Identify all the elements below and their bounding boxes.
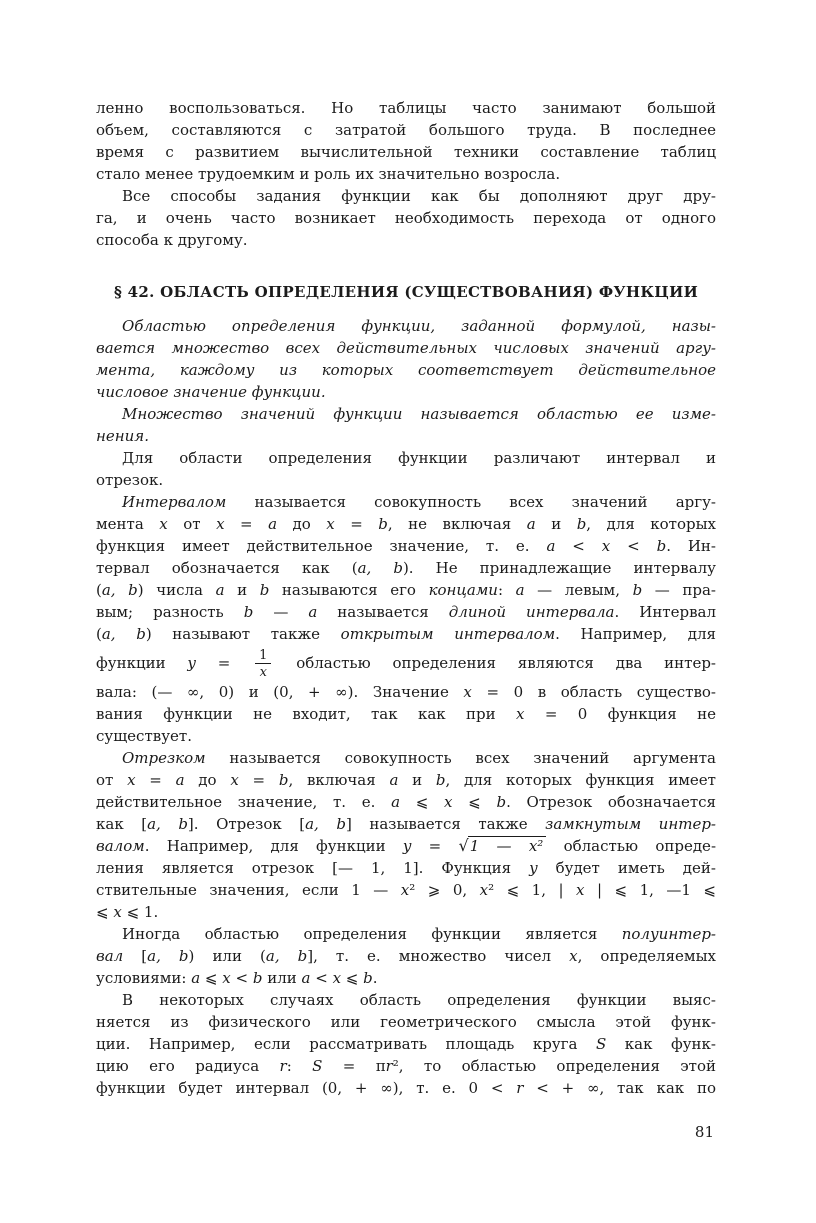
text-line	[96, 901, 716, 923]
text-run: <	[610, 537, 657, 555]
text-run: a, b	[101, 581, 138, 599]
text-run: = 0 в область существо-	[471, 683, 716, 701]
text-run: , для которых функция имеет	[445, 771, 716, 789]
text-run: S	[595, 1035, 607, 1053]
text-line	[96, 989, 716, 1011]
text-run: , определяемых	[577, 947, 716, 965]
text-run: (	[96, 625, 102, 643]
text-run: =	[334, 515, 379, 533]
text-line	[96, 813, 716, 835]
text-run: x	[127, 771, 136, 789]
text-run: ) или (	[188, 947, 266, 965]
text-line	[96, 557, 716, 579]
text-run: до	[184, 771, 231, 789]
text-run: . Отрезок обозначается	[506, 793, 716, 811]
text-run: ] называется также	[345, 815, 546, 833]
text-line	[96, 791, 716, 813]
text-run: :	[497, 581, 516, 599]
text-run: x	[463, 683, 472, 701]
text-line	[96, 337, 716, 359]
text-run: | ⩽ 1, —1 ⩽	[584, 881, 716, 899]
text-run: a	[515, 581, 525, 599]
text-run: . Например, для	[555, 625, 716, 643]
text-run: x	[216, 515, 225, 533]
text-run: будет иметь дей-	[537, 859, 716, 877]
text-line	[96, 381, 716, 403]
text-run: a	[191, 969, 201, 987]
text-run: x	[332, 969, 342, 987]
text-run: x	[569, 947, 578, 965]
text-run: b	[252, 969, 263, 987]
text-line	[96, 967, 716, 989]
text-run: S	[312, 1057, 323, 1075]
text-run: Интервалом	[122, 493, 227, 511]
text-run: от	[96, 771, 128, 789]
text-run: a, b	[147, 947, 189, 965]
text-run: x	[222, 969, 231, 987]
text-run: <	[230, 969, 253, 987]
text-run: x	[601, 537, 611, 555]
text-run: ⩽	[341, 969, 364, 987]
text-run: до	[277, 515, 327, 533]
text-run: x	[326, 515, 335, 533]
text-run: длиной интервала	[448, 603, 615, 621]
text-run: В некоторых случаях область определения функции выяс-	[122, 991, 716, 1009]
text-run: a	[301, 969, 311, 987]
text-line	[96, 623, 716, 645]
text-run: x	[576, 881, 585, 899]
text-run: мента	[96, 515, 160, 533]
text-line	[96, 703, 716, 725]
text-run: вания функции не входит, так как при	[96, 705, 517, 723]
text-run: отрезок.	[96, 471, 164, 489]
text-run: a	[546, 537, 556, 555]
text-run: , для которых	[586, 515, 716, 533]
section-heading: § 42. ОБЛАСТЬ ОПРЕДЕЛЕНИЯ (СУЩЕСТВОВАНИЯ) ФУНКЦИИ	[113, 283, 699, 301]
text-line	[96, 1011, 716, 1033]
text-line	[96, 923, 716, 945]
text-run: a	[526, 515, 536, 533]
text-run: x	[400, 881, 410, 899]
text-line	[96, 857, 716, 879]
text-line	[96, 97, 716, 119]
text-line	[96, 469, 716, 491]
text-run: способа к другому.	[96, 231, 248, 249]
text-run: ⩽	[400, 793, 445, 811]
text-run: . Интервал	[614, 603, 717, 621]
inline-square-root	[459, 837, 547, 855]
text-line	[96, 945, 716, 967]
text-line	[96, 769, 716, 791]
text-line	[96, 835, 716, 857]
text-line	[96, 681, 716, 703]
text-run: x	[444, 793, 453, 811]
radical-sign-icon: √	[458, 836, 468, 855]
inline-fraction	[255, 648, 271, 680]
text-run: как [	[96, 815, 148, 833]
text-run: a	[389, 771, 399, 789]
text-line	[96, 207, 716, 229]
text-run: — пра-	[642, 581, 716, 599]
text-run: мента, каждому из которых соответствует действительное	[96, 361, 716, 379]
text-run: тервал обозначается как (	[96, 559, 358, 577]
text-run: как функ-	[606, 1035, 716, 1053]
text-run: Областью определения функции, заданной формулой, назы-	[122, 317, 716, 335]
text-run: b	[576, 515, 587, 533]
text-run: —	[253, 603, 309, 621]
fraction-denominator: x	[259, 665, 267, 680]
text-run: x	[516, 705, 525, 723]
text-run: вала: (— ∞, 0) и (0, + ∞). Значение	[96, 683, 464, 701]
text-run: , не включая	[387, 515, 527, 533]
text-run: a	[308, 603, 318, 621]
text-line	[96, 1055, 716, 1077]
text-run: x	[113, 903, 122, 921]
text-run: (	[96, 581, 102, 599]
text-run: a, b	[147, 815, 188, 833]
text-run: =	[224, 515, 269, 533]
text-run: ⩽	[200, 969, 223, 987]
text-run: =	[238, 771, 279, 789]
text-run: a	[175, 771, 185, 789]
text-line	[96, 141, 716, 163]
text-line	[96, 185, 716, 207]
text-run: или	[262, 969, 302, 987]
text-run: .	[372, 969, 378, 987]
fraction-numerator: 1	[255, 648, 271, 664]
text-line	[96, 447, 716, 469]
text-run: b	[363, 969, 373, 987]
text-run: . Ин-	[666, 537, 716, 555]
text-line	[96, 1077, 716, 1099]
text-run: ствительные значения, если 1 —	[96, 881, 401, 899]
text-run: няется из физического или геометрического смысла этой функ-	[96, 1013, 716, 1031]
text-line	[96, 491, 716, 513]
text-run: r	[385, 1057, 393, 1075]
text-run: Отрезком	[122, 749, 206, 767]
text-line	[96, 1033, 716, 1055]
text-run: называется совокупность всех значений аргумента	[205, 749, 716, 767]
text-run: =	[411, 837, 459, 855]
page-number: 81	[694, 1123, 714, 1141]
text-run: числовое значение функции.	[96, 383, 326, 401]
text-run: ции. Например, если рассматривать площадь круга	[96, 1035, 596, 1053]
text-run: функции	[96, 654, 188, 672]
text-run: <	[555, 537, 602, 555]
text-run: нения.	[96, 427, 149, 445]
text-run: ления является отрезок [— 1, 1]. Функция	[96, 859, 530, 877]
text-run: b	[632, 581, 643, 599]
text-run: замкнутым интер-	[545, 815, 716, 833]
text-run: ). Не принадлежащие интервалу	[402, 559, 716, 577]
text-run: Для области определения функции различают интервал и	[122, 449, 716, 467]
text-run: существует.	[96, 727, 192, 745]
text-run: a	[268, 515, 278, 533]
text-run: , включая	[288, 771, 390, 789]
text-run: ленно воспользоваться. Но таблицы часто занимают большой	[96, 99, 716, 117]
text-run: время с развитием вычислительной техники составление таблиц	[96, 143, 716, 161]
text-run: валом	[96, 837, 145, 855]
text-line	[96, 359, 716, 381]
text-run: =	[195, 654, 253, 672]
text-run: и	[224, 581, 260, 599]
text-run: ² ⩽ 1, |	[488, 881, 577, 899]
text-run: действительное значение, т. е.	[96, 793, 392, 811]
text-line	[96, 229, 716, 251]
text-blocks	[96, 97, 716, 1099]
text-run: =	[135, 771, 176, 789]
text-run: a, b	[357, 559, 403, 577]
text-run: называются его	[269, 581, 429, 599]
text-run: ]. Отрезок [	[187, 815, 306, 833]
text-run: < + ∞, так как по	[523, 1079, 716, 1097]
text-run: называется	[317, 603, 449, 621]
text-run: областью опреде-	[546, 837, 717, 855]
text-line	[96, 725, 716, 747]
text-run: ² ⩾ 0,	[409, 881, 480, 899]
text-run: = π	[322, 1057, 386, 1075]
text-run: функции будет интервал (0, + ∞), т. е. 0 <	[96, 1079, 517, 1097]
text-run: b	[378, 515, 388, 533]
text-run: <	[310, 969, 333, 987]
text-run: областью определения являются два интер-	[274, 654, 716, 672]
text-run: стало менее трудоемким и роль их значительно возросла.	[96, 165, 561, 183]
text-run: вается множество всех действительных числовых значений аргу-	[96, 339, 716, 357]
text-run: ) числа	[137, 581, 216, 599]
text-run: называется совокупность всех значений аргу-	[226, 493, 716, 511]
text-run: функция имеет действительное значение, т. е.	[96, 537, 547, 555]
text-run: концами	[428, 581, 498, 599]
text-line	[96, 425, 716, 447]
text-column	[96, 97, 716, 1143]
text-line	[96, 403, 716, 425]
text-run: Иногда областью определения функции является	[122, 925, 622, 943]
text-run: ], т. е. множество чисел	[307, 947, 570, 965]
text-run: открытым интервалом	[340, 625, 556, 643]
text-run: Множество значений функции называется областью ее изме-	[122, 405, 716, 423]
text-run: b	[496, 793, 507, 811]
text-line	[96, 513, 716, 535]
text-run: вым; разность	[96, 603, 244, 621]
text-run: и	[398, 771, 436, 789]
text-run: га, и очень часто возникает необходимость перехода от одного	[96, 209, 716, 227]
text-run: Все способы задания функции как бы дополняют друг дру-	[122, 187, 716, 205]
text-run: b	[243, 603, 254, 621]
text-line	[96, 747, 716, 769]
text-line	[96, 645, 716, 681]
text-line	[96, 879, 716, 901]
text-run: объем, составляются с затратой большого труда. В последнее	[96, 121, 716, 139]
text-run: ⩽	[452, 793, 497, 811]
text-run: от	[167, 515, 217, 533]
text-run: b	[435, 771, 446, 789]
text-run: a, b	[101, 625, 146, 643]
text-run: ², то областью определения этой	[392, 1057, 716, 1075]
text-line	[96, 579, 716, 601]
text-run: полуинтер-	[621, 925, 716, 943]
text-line	[96, 119, 716, 141]
text-run: y	[529, 859, 538, 877]
text-run: условиями:	[96, 969, 192, 987]
text-run: r	[516, 1079, 524, 1097]
text-run: a, b	[305, 815, 346, 833]
text-run: цию его радиуса	[96, 1057, 280, 1075]
text-run: a	[391, 793, 401, 811]
text-run: x	[230, 771, 239, 789]
text-run: b	[278, 771, 289, 789]
text-line	[96, 315, 716, 337]
text-run: a, b	[265, 947, 308, 965]
text-run: :	[286, 1057, 313, 1075]
text-run: b	[259, 581, 270, 599]
radicand: 1 — x²	[468, 836, 547, 855]
text-run: и	[535, 515, 577, 533]
text-run: ) называют также	[145, 625, 341, 643]
text-run: r	[279, 1057, 287, 1075]
text-run: b	[656, 537, 667, 555]
text-run: — левым,	[524, 581, 633, 599]
text-run: a	[215, 581, 225, 599]
text-run: ⩽ 1.	[121, 903, 159, 921]
text-line	[96, 535, 716, 557]
text-run: ⩽	[96, 903, 114, 921]
text-run: x	[479, 881, 489, 899]
text-run: . Например, для функции	[144, 837, 403, 855]
text-run: вал	[96, 947, 124, 965]
text-line	[96, 601, 716, 623]
text-run: = 0 функция не	[524, 705, 716, 723]
text-run: [	[123, 947, 148, 965]
text-run: y	[187, 654, 196, 672]
text-run: y	[402, 837, 412, 855]
text-run: x	[159, 515, 168, 533]
text-line	[96, 163, 716, 185]
